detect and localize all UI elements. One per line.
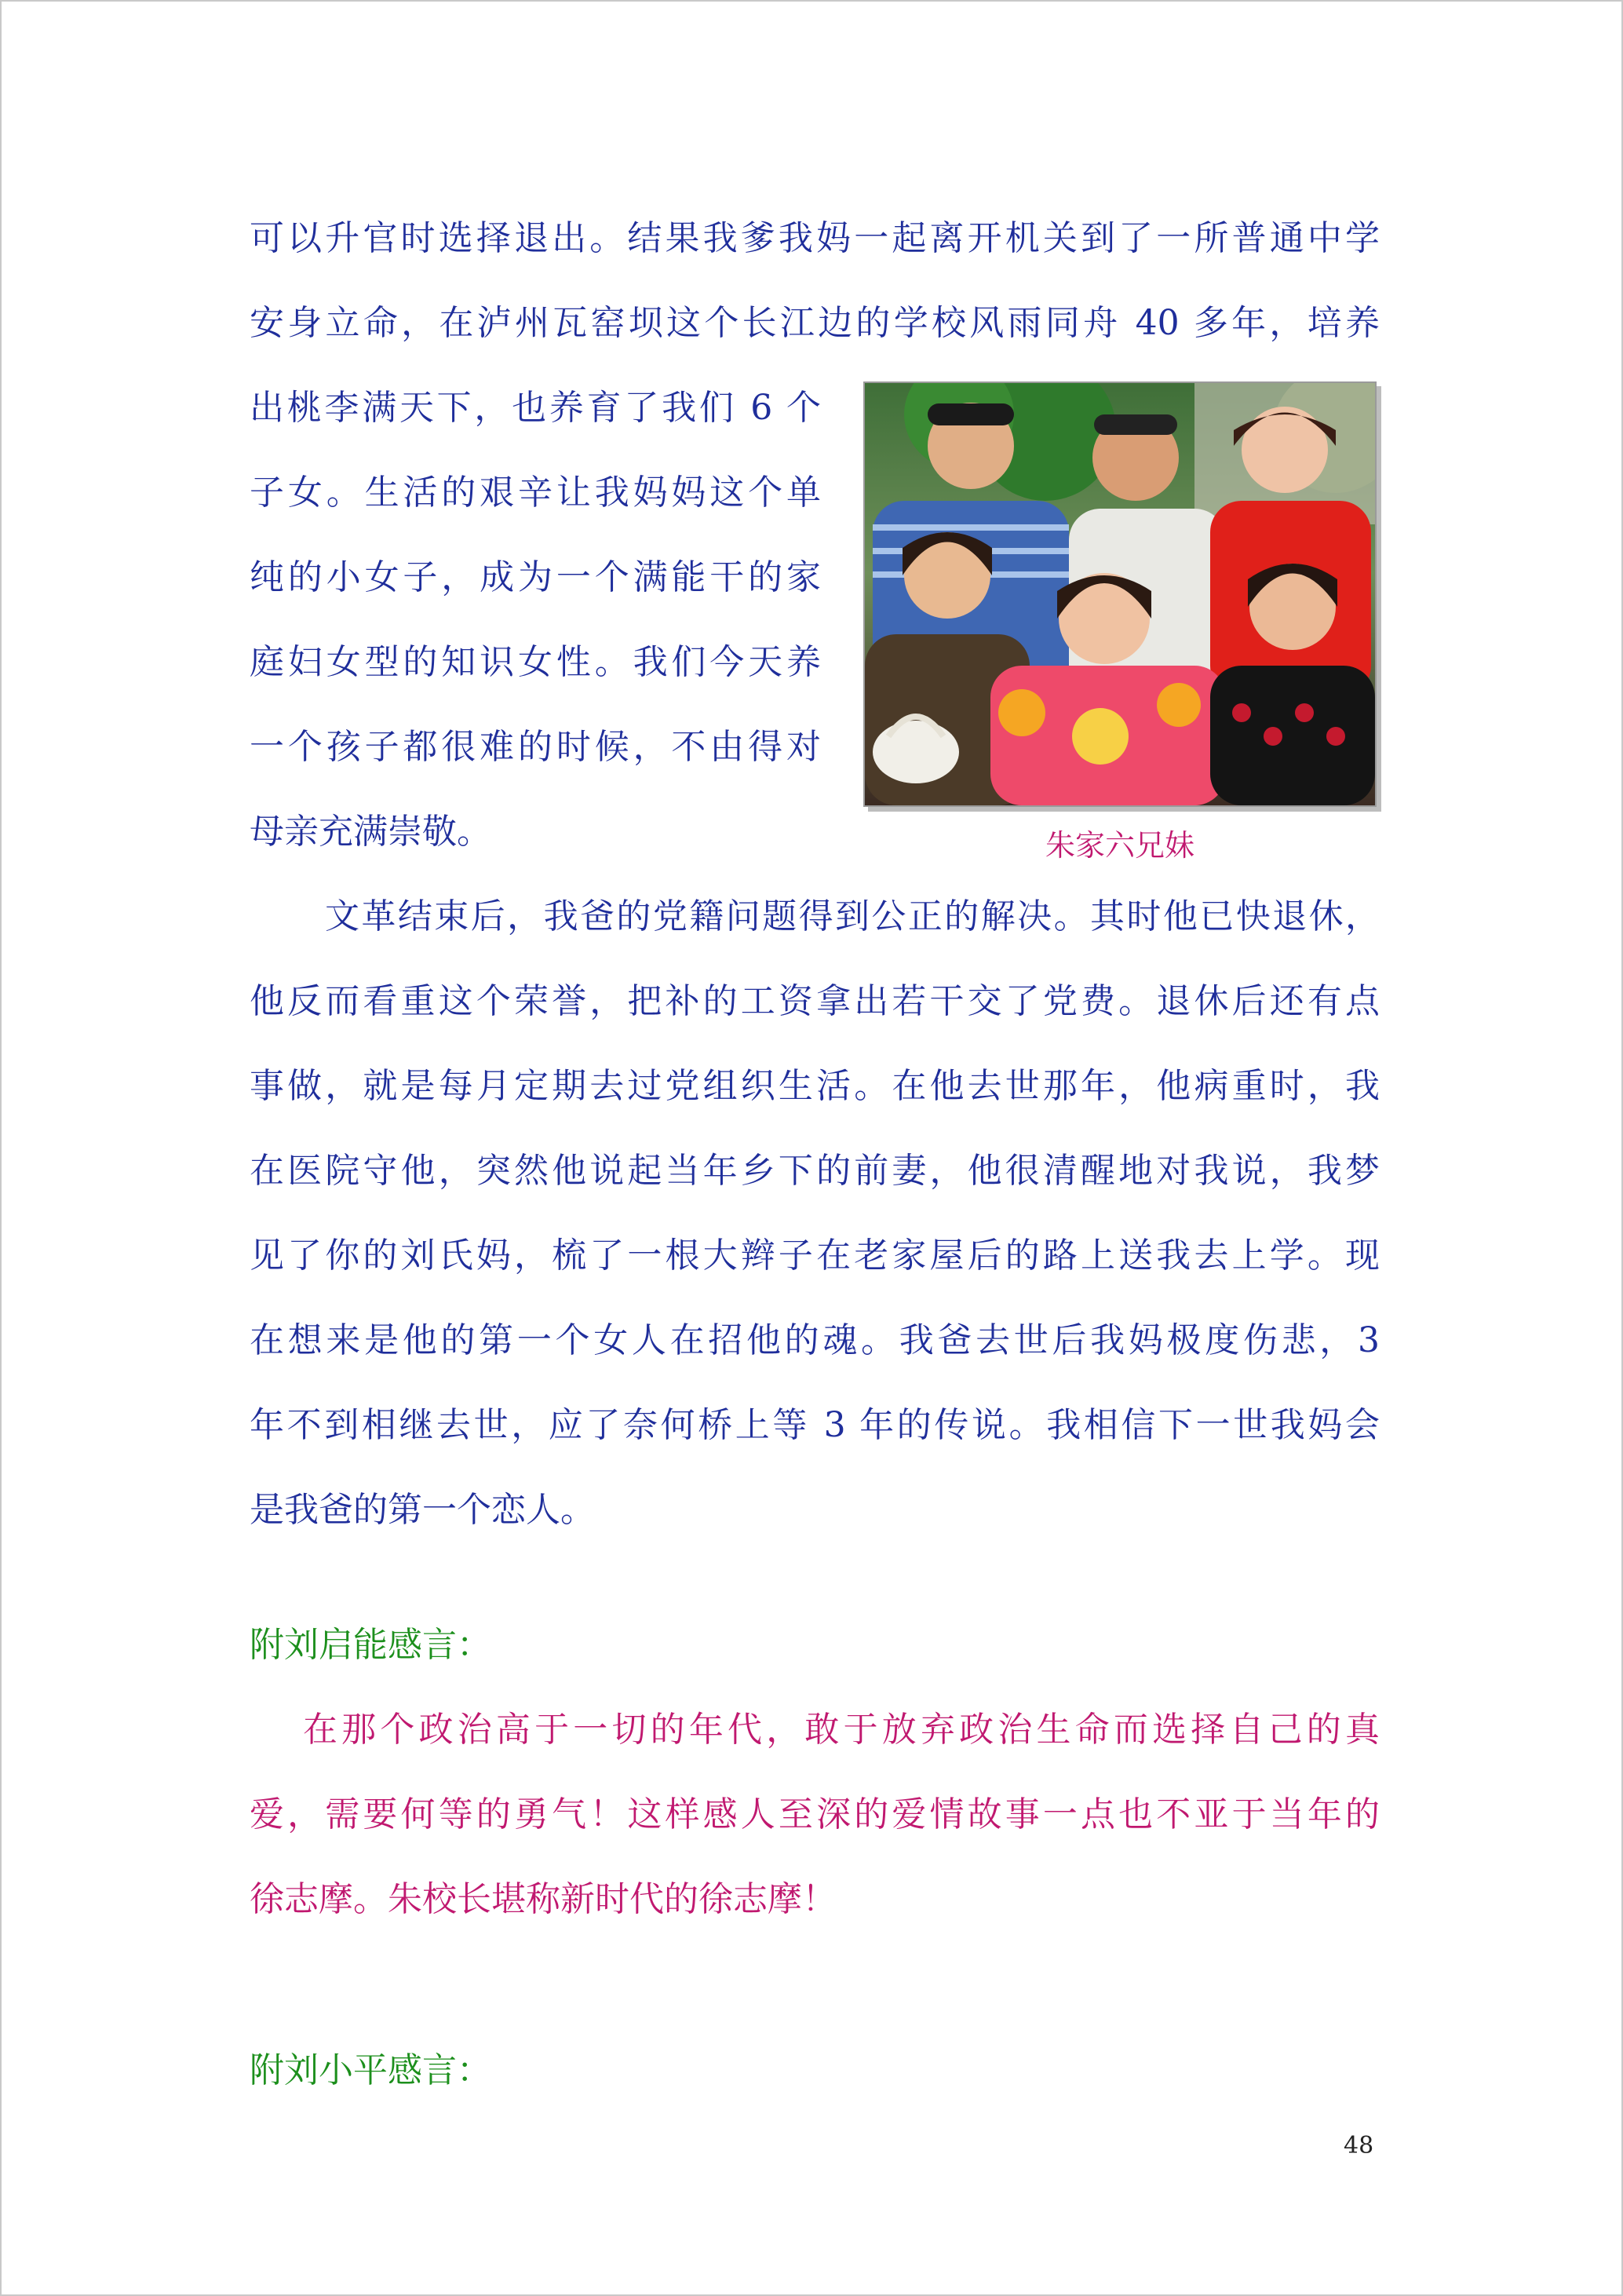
paragraph-line: 庭妇女型的知识女性。我们今天养	[250, 642, 821, 682]
paragraph-line: 事做，就是每月定期去过党组织生活。在他去世那年，他病重时，我	[250, 1066, 1380, 1106]
paragraph-line: 文革结束后，我爸的党籍问题得到公正的解决。其时他已快退休，	[325, 896, 1380, 936]
paragraph-line: 纯的小女子，成为一个满能干的家	[250, 557, 821, 597]
paragraph-line: 出桃李满天下，也养育了我们 6 个	[250, 388, 821, 428]
paragraph-line: 见了你的刘氏妈，梳了一根大辫子在老家屋后的路上送我去上学。现	[250, 1236, 1380, 1276]
family-photo	[863, 381, 1377, 807]
paragraph-line: 安身立命，在泸州瓦窑坝这个长江边的学校风雨同舟 40 多年，培养	[250, 303, 1380, 343]
family-photo-icon	[865, 383, 1375, 805]
paragraph-line: 在医院守他，突然他说起当年乡下的前妻，他很清醒地对我说，我梦	[250, 1151, 1380, 1191]
paragraph-line: 在想来是他的第一个女人在招他的魂。我爸去世后我妈极度伤悲，3	[250, 1320, 1380, 1360]
paragraph-line: 一个孩子都很难的时候，不由得对	[250, 727, 821, 767]
quote-line: 爱，需要何等的勇气！这样感人至深的爱情故事一点也不亚于当年的	[250, 1794, 1380, 1834]
paragraph-line: 是我爸的第一个恋人。	[250, 1490, 595, 1530]
paragraph-line: 子女。生活的艰辛让我妈妈这个单	[250, 473, 821, 513]
section-heading: 附刘小平感言：	[250, 2050, 491, 2090]
section-heading: 附刘启能感言：	[250, 1625, 491, 1665]
paragraph-line: 他反而看重这个荣誉，把补的工资拿出若干交了党费。退休后还有点	[250, 981, 1380, 1021]
quote-line: 徐志摩。朱校长堪称新时代的徐志摩！	[250, 1879, 837, 1919]
paragraph-line: 母亲充满崇敬。	[250, 812, 491, 852]
page-number: 48	[1344, 2132, 1374, 2159]
paragraph-line: 可以升官时选择退出。结果我爹我妈一起离开机关到了一所普通中学	[250, 218, 1380, 258]
quote-line: 在那个政治高于一切的年代，敢于放弃政治生命而选择自己的真	[303, 1710, 1380, 1750]
photo-caption: 朱家六兄妹	[1045, 828, 1194, 863]
paragraph-line: 年不到相继去世，应了奈何桥上等 3 年的传说。我相信下一世我妈会	[250, 1405, 1380, 1445]
